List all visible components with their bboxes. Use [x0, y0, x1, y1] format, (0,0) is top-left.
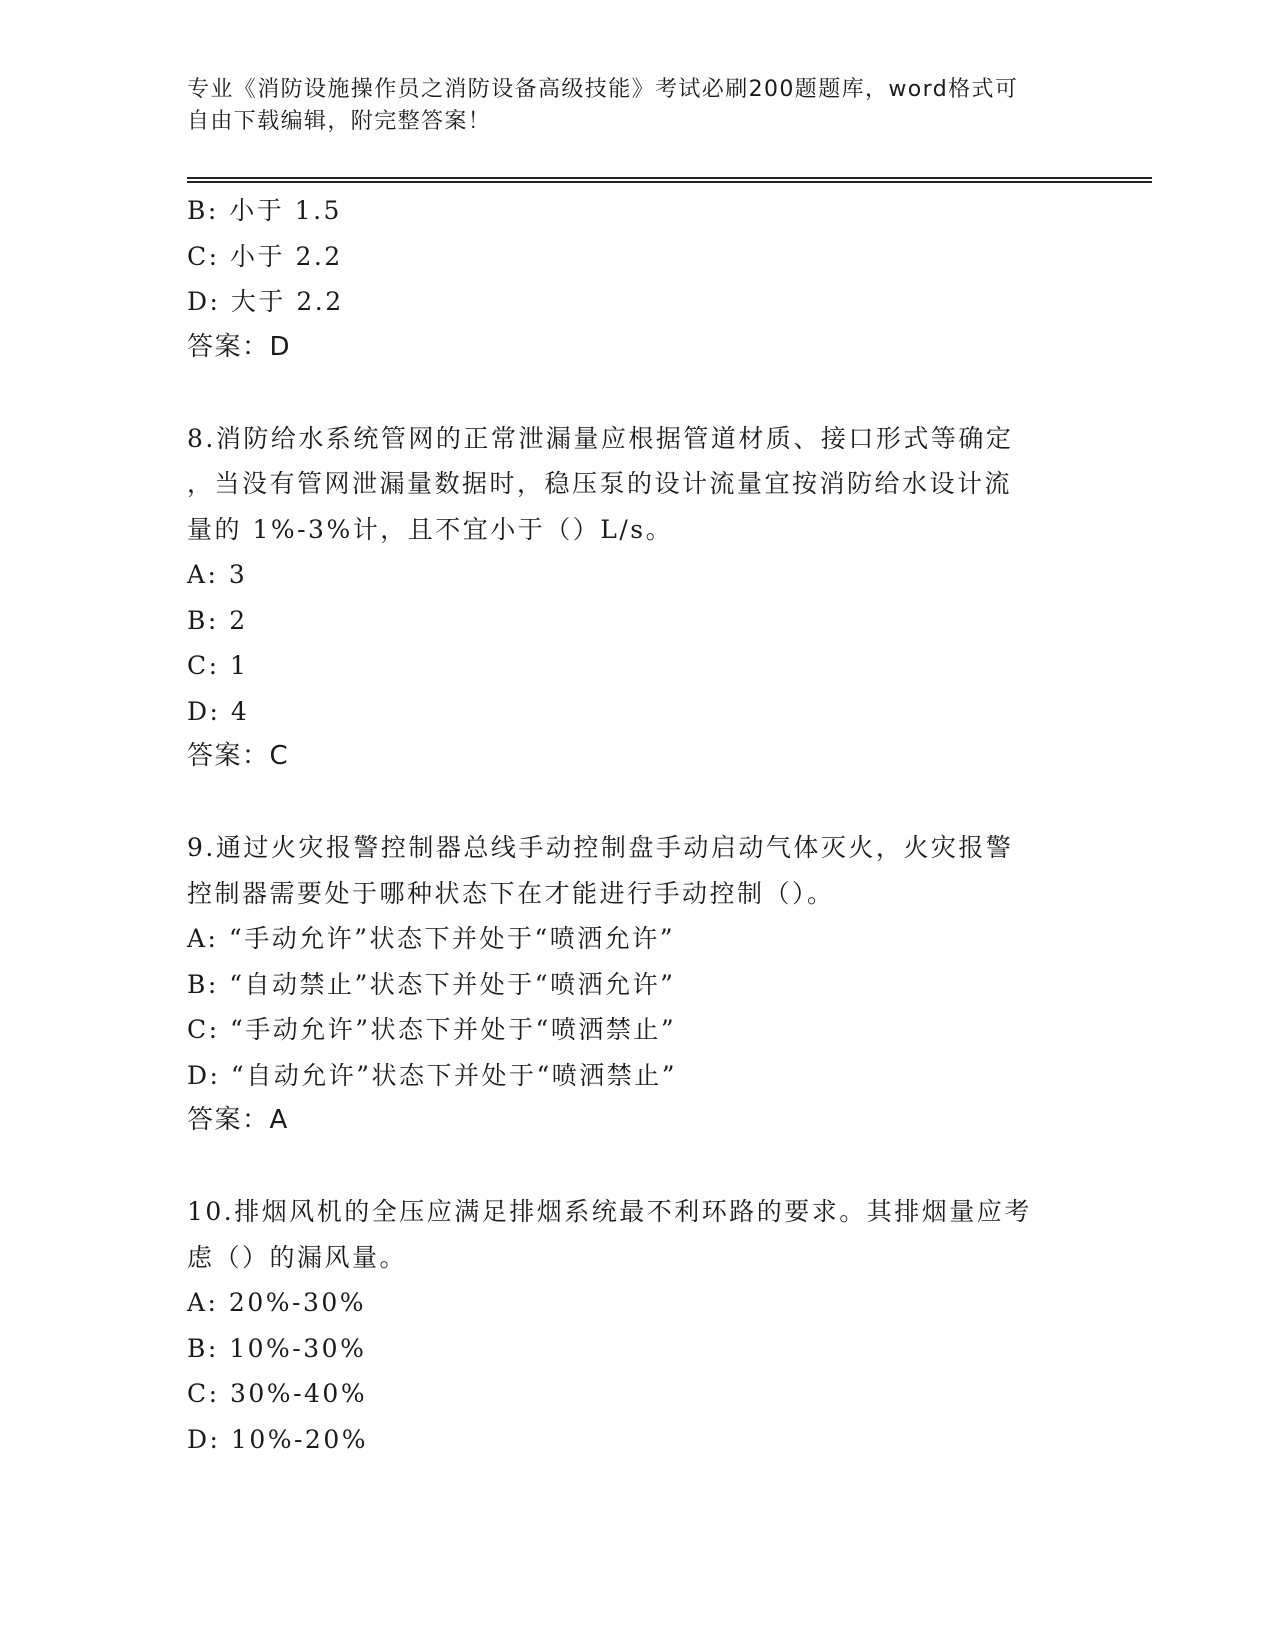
question-line: 量的 1%-3%计，且不宜小于（）L/s。 [187, 514, 674, 544]
question-line: 9.通过火灾报警控制器总线手动控制盘手动启动气体灭火，火灾报警 [187, 833, 1014, 862]
option-a: A: 3 [187, 560, 248, 589]
option-d: D: “自动允许”状态下并处于“喷洒禁止” [187, 1060, 678, 1090]
question-line: ，当没有管网泄漏量数据时，稳压泵的设计流量宜按消防给水设计流 [187, 469, 1013, 498]
option-d: D: 10%-20% [187, 1424, 368, 1454]
question-9 [187, 825, 1087, 1144]
option-b: B: “自动禁止”状态下并处于“喷洒允许” [187, 969, 676, 999]
document-header [187, 74, 1067, 138]
option-a: A: 20%-30% [187, 1288, 367, 1317]
option-a: A: “手动允许”状态下并处于“喷洒允许” [187, 924, 676, 953]
option-b: B: 2 [187, 605, 248, 635]
answer: 答案：C [187, 741, 290, 771]
option-b: B: 小于 1.5 [187, 196, 342, 225]
document-body [187, 188, 1087, 1462]
question-10 [187, 1189, 1087, 1462]
option-c: C: “手动允许”状态下并处于“喷洒禁止” [187, 1015, 677, 1044]
question-line: 控制器需要处于哪种状态下在才能进行手动控制（）。 [187, 878, 835, 908]
header-line-1: 专业《消防设施操作员之消防设备高级技能》考试必刷200题题库，word格式可 [187, 77, 1019, 102]
option-c: C: 30%-40% [187, 1379, 368, 1408]
option-c: C: 1 [187, 651, 249, 680]
header-divider [187, 177, 1152, 183]
question-line: 10.排烟风机的全压应满足排烟系统最不利环路的要求。其排烟量应考 [187, 1197, 1032, 1226]
question-text [187, 416, 1087, 553]
question-text [187, 1189, 1087, 1280]
question-line: 虑（）的漏风量。 [187, 1242, 408, 1272]
answer: 答案：D [187, 331, 292, 362]
option-b: B: 10%-30% [187, 1333, 367, 1363]
question-7-carryover [187, 188, 1087, 370]
option-d: D: 4 [187, 696, 250, 726]
question-line: 8.消防给水系统管网的正常泄漏量应根据管道材质、接口形式等确定 [187, 423, 1014, 453]
header-line-2: 自由下载编辑，附完整答案！ [187, 109, 492, 134]
option-c: C: 小于 2.2 [187, 241, 343, 271]
question-8 [187, 416, 1087, 780]
answer: 答案：A [187, 1105, 289, 1135]
question-text [187, 825, 1087, 916]
option-d: D: 大于 2.2 [187, 287, 344, 316]
